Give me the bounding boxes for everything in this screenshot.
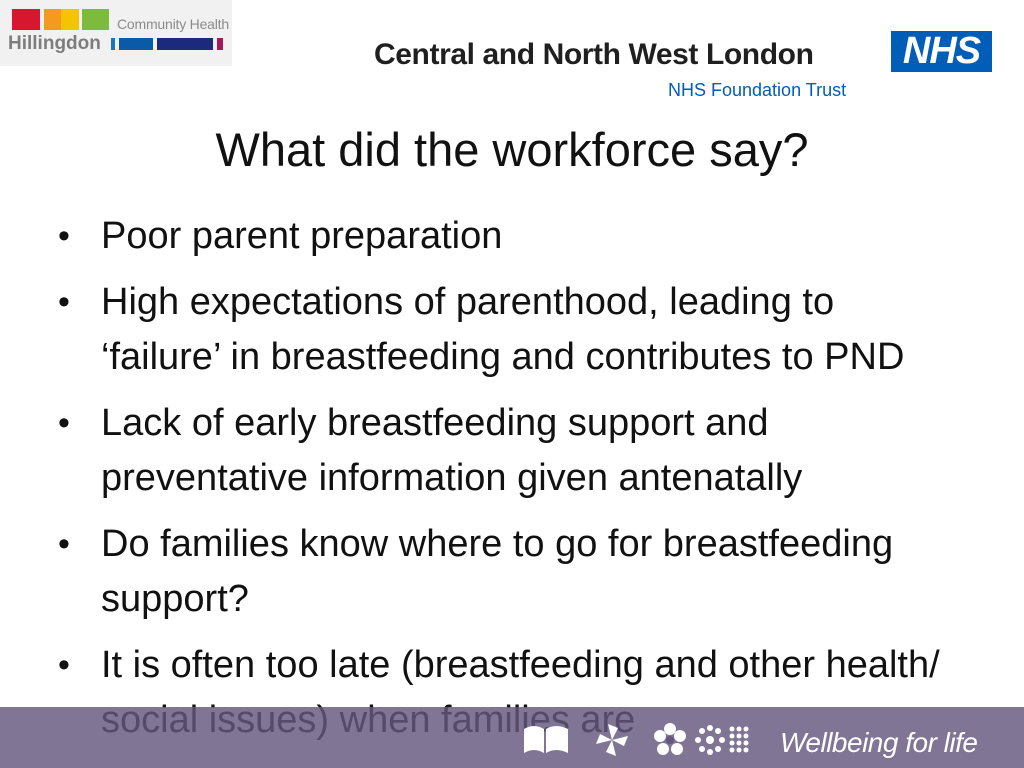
nhs-logo-badge: NHS: [891, 31, 992, 72]
bullet-text: It is often too late (breastfeeding and other health/: [101, 644, 940, 686]
logo-bar: [111, 38, 115, 50]
logo-red-square: [12, 9, 40, 30]
dot-grid-icon: [730, 727, 749, 753]
bullet-item: [58, 396, 958, 506]
logo-community-health-text: Community Health: [117, 16, 229, 32]
bullet-text: Lack of early breastfeeding support and preventative information given antenatally: [101, 402, 803, 499]
slide-title: What did the workforce say?: [215, 123, 809, 176]
bullet-dot-icon: •: [58, 217, 70, 255]
bullet-item: [58, 209, 958, 264]
trust-subtitle: NHS Foundation Trust: [668, 80, 847, 100]
bullet-dot-icon: •: [58, 404, 70, 442]
hillingdon-logo: [0, 0, 232, 66]
bullet-dot-icon: •: [58, 646, 70, 684]
bullet-item: [58, 275, 958, 385]
logo-yellow-square: [61, 9, 79, 30]
bullet-item: [58, 517, 958, 627]
footer-tagline: Wellbeing for life: [780, 727, 978, 758]
flower-icon: [654, 723, 686, 755]
logo-bar: [157, 38, 213, 50]
dotted-flower-icon: [695, 725, 725, 755]
pinwheel-icon: [596, 724, 628, 756]
logo-bar: [119, 38, 153, 50]
bullet-text: Do families know where to go for breastfeeding support?: [101, 523, 894, 620]
bullet-list: [58, 209, 958, 759]
bullet-dot-icon: •: [58, 525, 70, 563]
bullet-text: High expectations of parenthood, leading to ‘failure’ in breastfeeding and contributes to PND: [101, 281, 905, 378]
logo-bar: [217, 38, 223, 50]
open-book-icon: [524, 726, 568, 753]
bullet-text: Poor parent preparation: [101, 215, 503, 257]
trust-name: Central and North West London: [374, 38, 814, 71]
footer-icons: [522, 721, 754, 759]
footer-band: [0, 707, 1024, 768]
logo-hillingdon-text: Hillingdon: [8, 33, 101, 54]
bullet-dot-icon: •: [58, 283, 70, 321]
logo-green-square: [82, 9, 109, 30]
